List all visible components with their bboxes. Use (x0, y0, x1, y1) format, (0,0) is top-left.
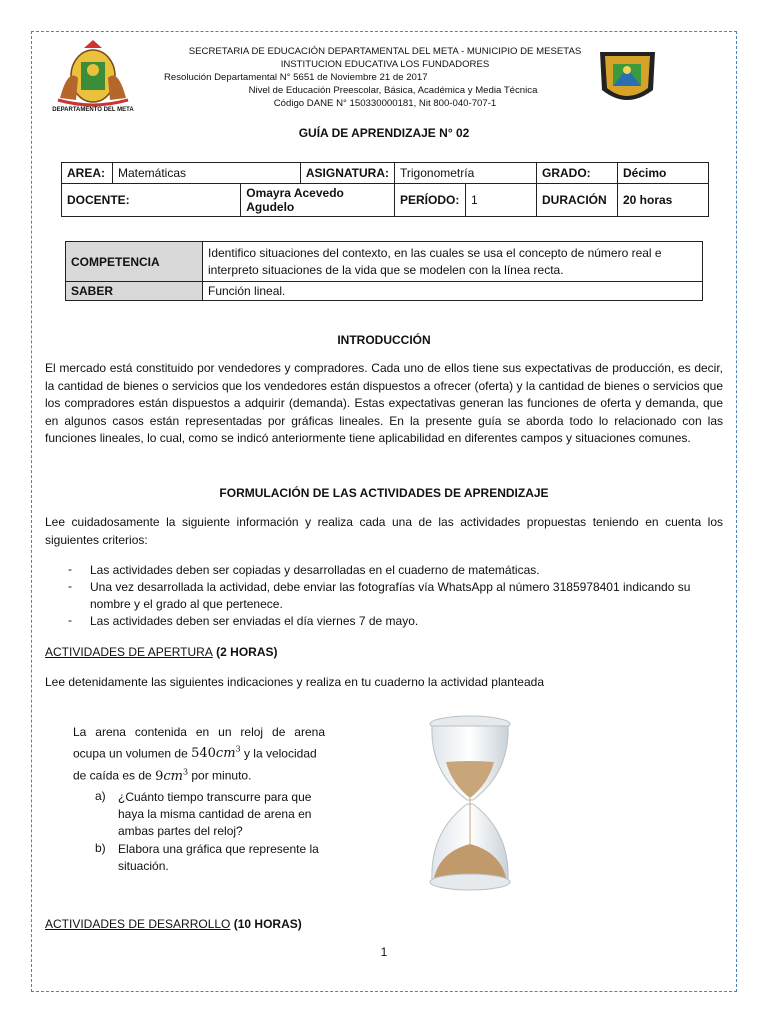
criteria-dash-3: - (68, 613, 72, 627)
sand-problem (73, 723, 325, 786)
opening-instruction: Lee detenidamente las siguientes indicaciones y realiza en tu cuaderno la actividad planteada (45, 675, 545, 689)
problem-line-3a: de caída es de (73, 768, 156, 783)
question-b-text: Elabora una gráfica que represente la situación. (118, 842, 319, 873)
header-line-1: SECRETARIA DE EDUCACIÓN DEPARTAMENTAL DEL META - MUNICIPIO DE MESETAS (188, 46, 582, 57)
opening-section-heading (45, 645, 278, 659)
rate-unit: cm (163, 768, 183, 784)
question-a-label: a) (95, 789, 106, 803)
intro-text: El mercado está constituido por vendedores y compradores. Cada uno de ellos tiene sus expectativas de producción, es decir, la cantidad de bienes o servicios que los vendedores están dispuestos a ofrecer (oferta) y la cantidad de bienes o servicios que los compradores están dispuestos a adquirir (demanda). Estas expectativas generan las funciones de oferta y demanda, que en algunos casos están representadas por gráficas lineales. En la presente guía se aborda todo lo relacionado con las funciones lineales, lo cual, como se indicó anteriormente tiene aplicabilidad en diferentes campos y situaciones comunes. (45, 361, 723, 445)
opening-hours: (2 HORAS) (212, 645, 278, 659)
info-table (61, 162, 709, 217)
problem-line-3 (73, 763, 325, 785)
header-line-2: INSTITUCION EDUCATIVA LOS FUNDADORES (280, 59, 490, 70)
competence-text: Identifico situaciones del contexto, en las cuales se usa el concepto de número real e interpreto situaciones de la vida que se modelen con la línea recta. (203, 242, 703, 282)
subject-label: ASIGNATURA: (300, 163, 394, 184)
problem-line-1: La arena contenida en un reloj de arena (73, 725, 325, 739)
intro-heading: INTRODUCCIÓN (337, 333, 431, 347)
duration-label: DURACIÓN (537, 184, 618, 217)
problem-line-2 (73, 741, 325, 763)
development-heading: ACTIVIDADES DE DESARROLLO (45, 917, 231, 931)
volume-value (191, 746, 241, 761)
header-line-3: Resolución Departamental N° 5651 de Noviembre 21 de 2017 (164, 72, 428, 83)
activities-heading: FORMULACIÓN DE LAS ACTIVIDADES DE APRENDIZAJE (219, 486, 549, 500)
department-coat-of-arms-logo (48, 38, 138, 118)
question-b-label: b) (95, 841, 106, 855)
rate-value (155, 769, 188, 784)
competence-label: COMPETENCIA (66, 242, 203, 282)
activities-instruction: Lee cuidadosamente la siguiente información y realiza cada una de las actividades propuestas teniendo en cuenta los siguientes criterios: (45, 515, 723, 547)
institution-header (150, 45, 620, 110)
volume-number: 540 (191, 746, 216, 762)
criteria-dash-2: - (68, 579, 72, 593)
area-value: Matemáticas (113, 163, 301, 184)
grade-label: GRADO: (537, 163, 618, 184)
criteria-item-1: Las actividades deben ser copiadas y desarrolladas en el cuaderno de matemáticas. (90, 563, 540, 577)
rate-exp: 3 (182, 767, 189, 777)
criteria-item-2: Una vez desarrollada la actividad, debe enviar las fotografías vía WhatsApp al número 3185978401 indicando su nombre y el grado al que pertenece. (90, 580, 691, 611)
development-hours: (10 HORAS) (230, 917, 302, 931)
problem-line-2b: y la velocidad (240, 746, 317, 761)
teacher-value: Omayra Acevedo Agudelo (241, 184, 395, 217)
volume-exp: 3 (235, 745, 241, 754)
teacher-label: DOCENTE: (62, 184, 241, 217)
problem-line-2a: ocupa un volumen de (73, 746, 192, 761)
rate-number: 9 (155, 768, 164, 784)
development-section-heading (45, 917, 302, 931)
hourglass-image (420, 712, 520, 892)
duration-value: 20 horas (618, 184, 709, 217)
header-line-4: Nivel de Educación Preescolar, Básica, Académica y Media Técnica (248, 85, 538, 96)
period-label: PERÍODO: (395, 184, 466, 217)
knowledge-label: SABER (66, 282, 203, 301)
volume-unit: cm (215, 746, 236, 762)
opening-heading: ACTIVIDADES DE APERTURA (45, 645, 213, 659)
guide-title: GUÍA DE APRENDIZAJE N° 02 (298, 126, 470, 140)
subject-value: Trigonometría (395, 163, 537, 184)
left-logo-caption: DEPARTAMENTO DEL META (52, 107, 134, 113)
question-a-text: ¿Cuánto tiempo transcurre para que haya la misma cantidad de arena en ambas partes del reloj? (118, 790, 312, 838)
knowledge-text: Función lineal. (203, 282, 703, 301)
period-value: 1 (466, 184, 537, 217)
criteria-item-3: Las actividades deben ser enviadas el día viernes 7 de mayo. (90, 614, 419, 628)
criteria-dash-1: - (68, 562, 72, 576)
problem-line-3b: por minuto. (188, 768, 252, 783)
page-number: 1 (380, 945, 388, 959)
area-label: AREA: (62, 163, 113, 184)
grade-value: Décimo (618, 163, 709, 184)
header-line-5: Código DANE N° 150330000181, Nit 800-040-707-1 (273, 98, 497, 109)
competence-table (65, 241, 703, 301)
